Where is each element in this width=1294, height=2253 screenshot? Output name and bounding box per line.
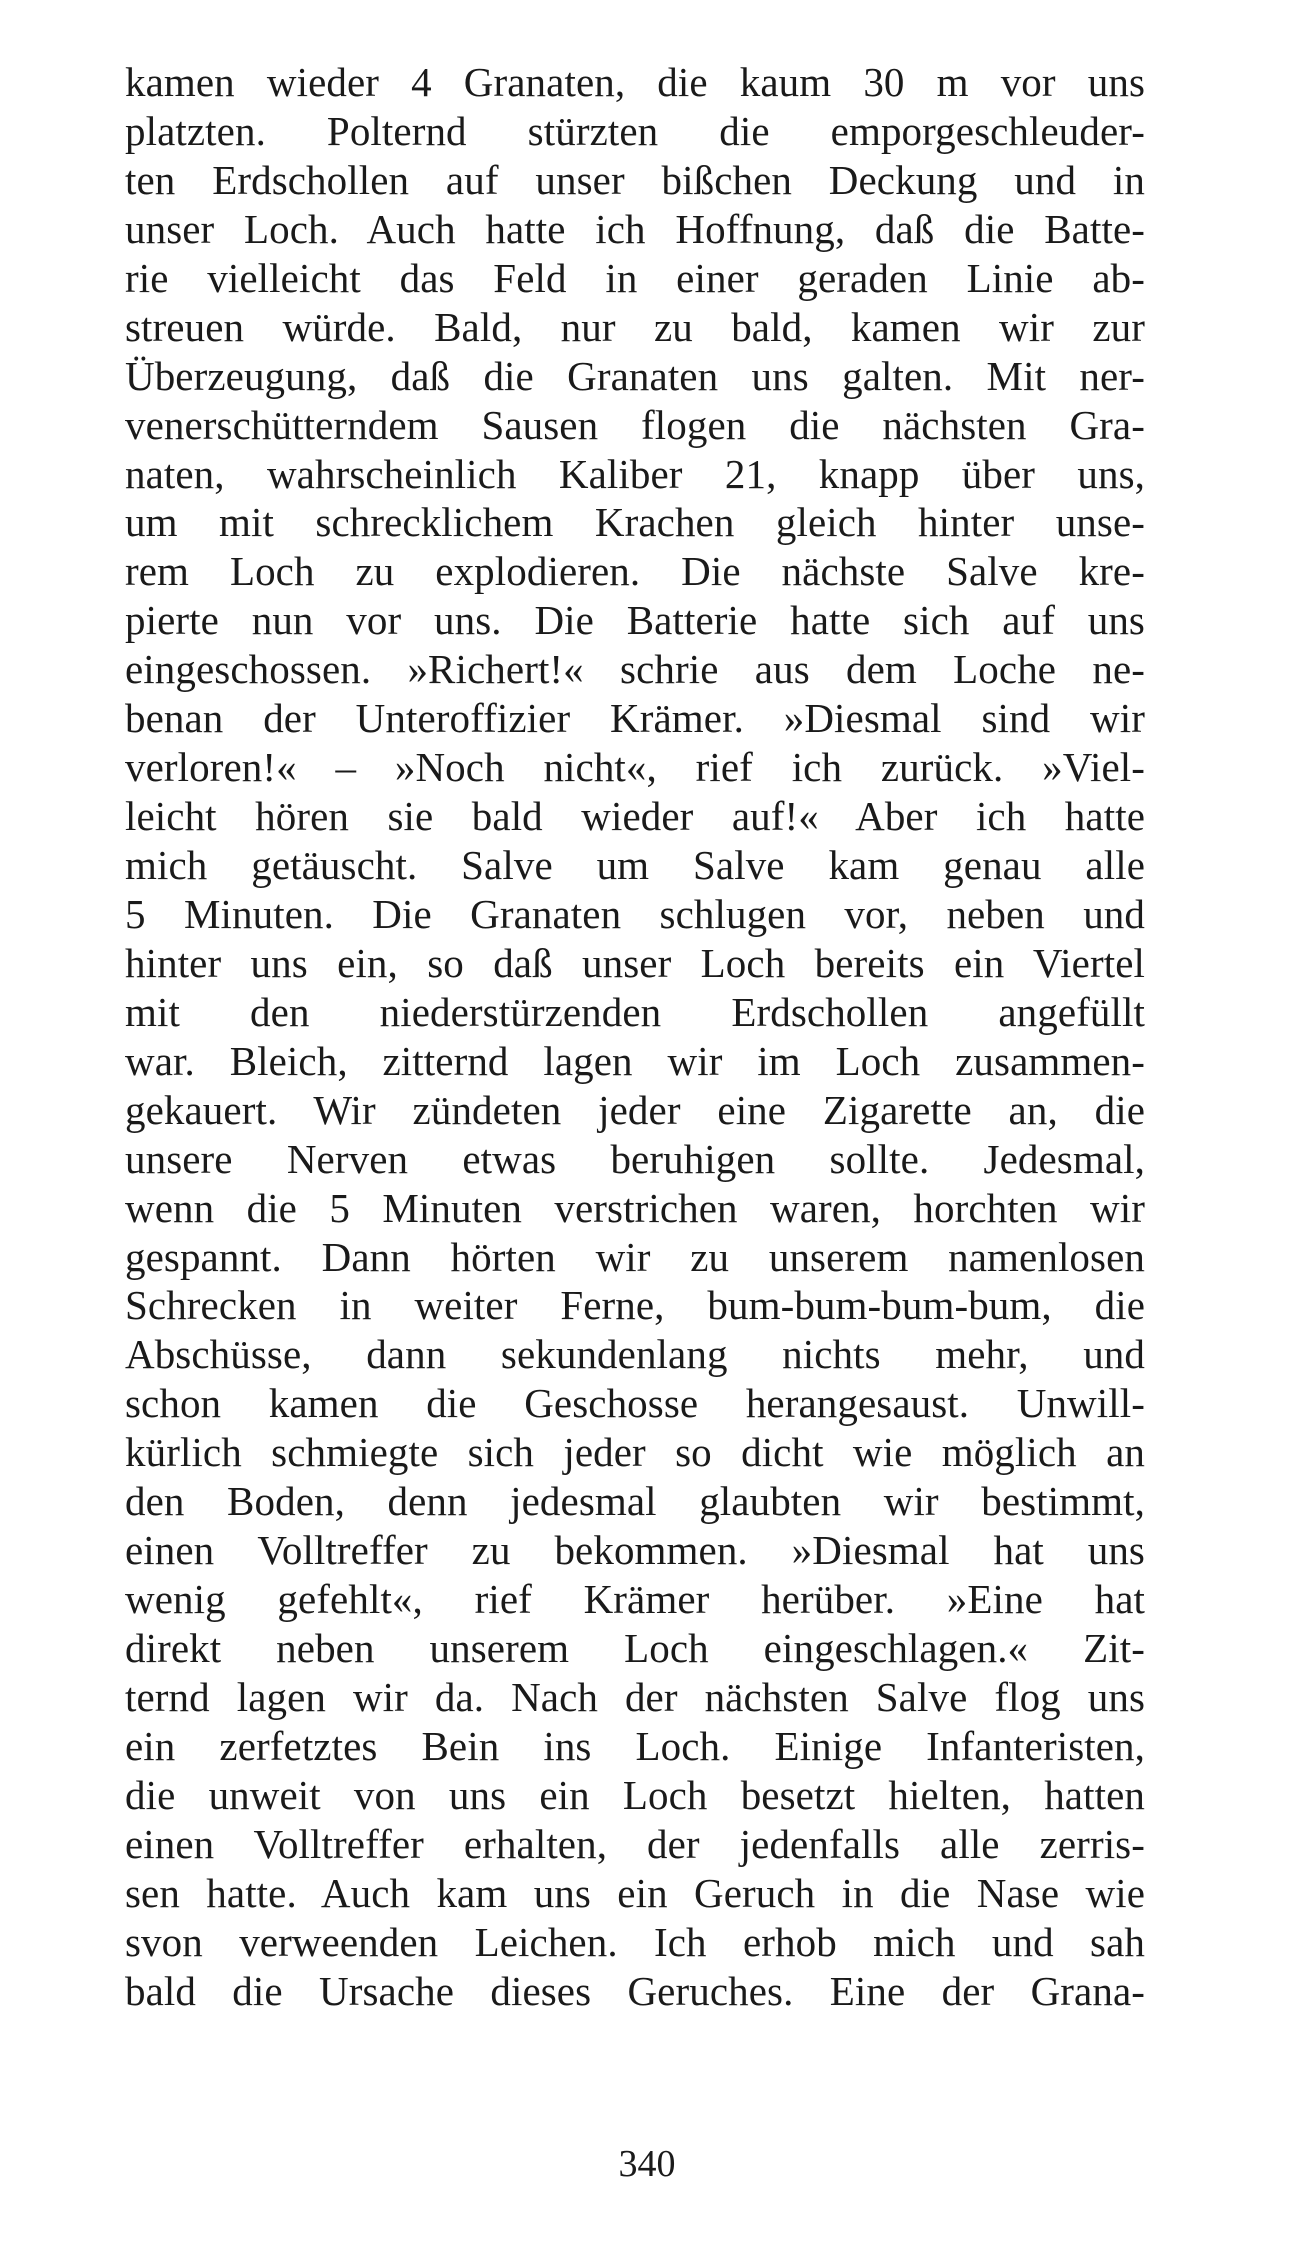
text-line: rie vielleicht das Feld in einer geraden Linie ab- [125, 254, 1145, 301]
text-line: direkt neben unserem Loch eingeschlagen.« Zit- [125, 1625, 1145, 1671]
text-line: einen Volltreffer erhalten, der jedenfalls alle zerris- [125, 1820, 1145, 1867]
text-line: mich getäuscht. Salve um Salve kam genau alle [125, 842, 1145, 888]
text-line: venerschütterndem Sausen flogen die nächsten Gra- [125, 401, 1145, 448]
text-line: eingeschossen. »Richert!« schrie aus dem Loche ne- [125, 646, 1145, 693]
body-text [125, 58, 1145, 2016]
text-line: kürlich schmiegte sich jeder so dicht wie möglich an [125, 1429, 1145, 1476]
text-line: mit den niederstürzenden Erdschollen angefüllt [125, 988, 1145, 1035]
text-line: wenn die 5 Minuten verstrichen waren, horchten wir [125, 1184, 1145, 1231]
text-line: sen hatte. Auch kam uns ein Geruch in die Nase wie [125, 1869, 1145, 1916]
page-number: 340 [618, 2143, 676, 2185]
text-line: wenig gefehlt«, rief Krämer herüber. »Eine hat [125, 1576, 1145, 1623]
text-line: hinter uns ein, so daß unser Loch bereits ein Viertel [125, 939, 1145, 986]
text-line: Abschüsse, dann sekundenlang nichts mehr, und [125, 1331, 1145, 1378]
text-line: ternd lagen wir da. Nach der nächsten Salve flog uns [125, 1673, 1145, 1720]
text-line: ten Erdschollen auf unser bißchen Deckung und in [125, 156, 1145, 203]
text-line: den Boden, denn jedesmal glaubten wir bestimmt, [125, 1478, 1145, 1525]
text-line: schon kamen die Geschosse herangesaust. Unwill- [125, 1380, 1145, 1427]
text-line: benan der Unteroffizier Krämer. »Diesmal sind wir [125, 695, 1145, 742]
text-line: Schrecken in weiter Ferne, bum-bum-bum-bum, die [125, 1282, 1145, 1329]
text-line: gekauert. Wir zündeten jeder eine Zigarette an, die [125, 1086, 1145, 1133]
text-line: war. Bleich, zitternd lagen wir im Loch zusammen- [125, 1037, 1145, 1084]
text-line: ein zerfetztes Bein ins Loch. Einige Infanteristen, [125, 1722, 1145, 1769]
text-line: bald die Ursache dieses Geruches. Eine der Grana- [125, 1967, 1145, 2014]
text-line: naten, wahrscheinlich Kaliber 21, knapp über uns, [125, 450, 1145, 497]
text-line: leicht hören sie bald wieder auf!« Aber ich hatte [125, 793, 1145, 840]
text-line: unser Loch. Auch hatte ich Hoffnung, daß die Batte- [125, 205, 1145, 252]
text-line: rem Loch zu explodieren. Die nächste Salve kre- [125, 548, 1145, 595]
text-line: pierte nun vor uns. Die Batterie hatte sich auf uns [125, 597, 1145, 644]
text-line: streuen würde. Bald, nur zu bald, kamen wir zur [125, 303, 1145, 350]
text-line: unsere Nerven etwas beruhigen sollte. Jedesmal, [125, 1135, 1145, 1182]
text-line: platzten. Polternd stürzten die emporgeschleuder- [125, 107, 1145, 154]
text-line: um mit schrecklichem Krachen gleich hinter unse- [125, 499, 1145, 546]
text-line: die unweit von uns ein Loch besetzt hielten, hatten [125, 1771, 1145, 1818]
text-line: verloren!« – »Noch nicht«, rief ich zurück. »Viel- [125, 744, 1145, 791]
text-line: einen Volltreffer zu bekommen. »Diesmal hat uns [125, 1527, 1145, 1574]
text-line: svon verweenden Leichen. Ich erhob mich und sah [125, 1918, 1145, 1965]
text-line: gespannt. Dann hörten wir zu unserem namenlosen [125, 1233, 1145, 1280]
text-line: 5 Minuten. Die Granaten schlugen vor, neben und [125, 890, 1145, 937]
text-line: Überzeugung, daß die Granaten uns galten. Mit ner- [125, 352, 1145, 399]
text-line: kamen wieder 4 Granaten, die kaum 30 m vor uns [125, 59, 1145, 105]
